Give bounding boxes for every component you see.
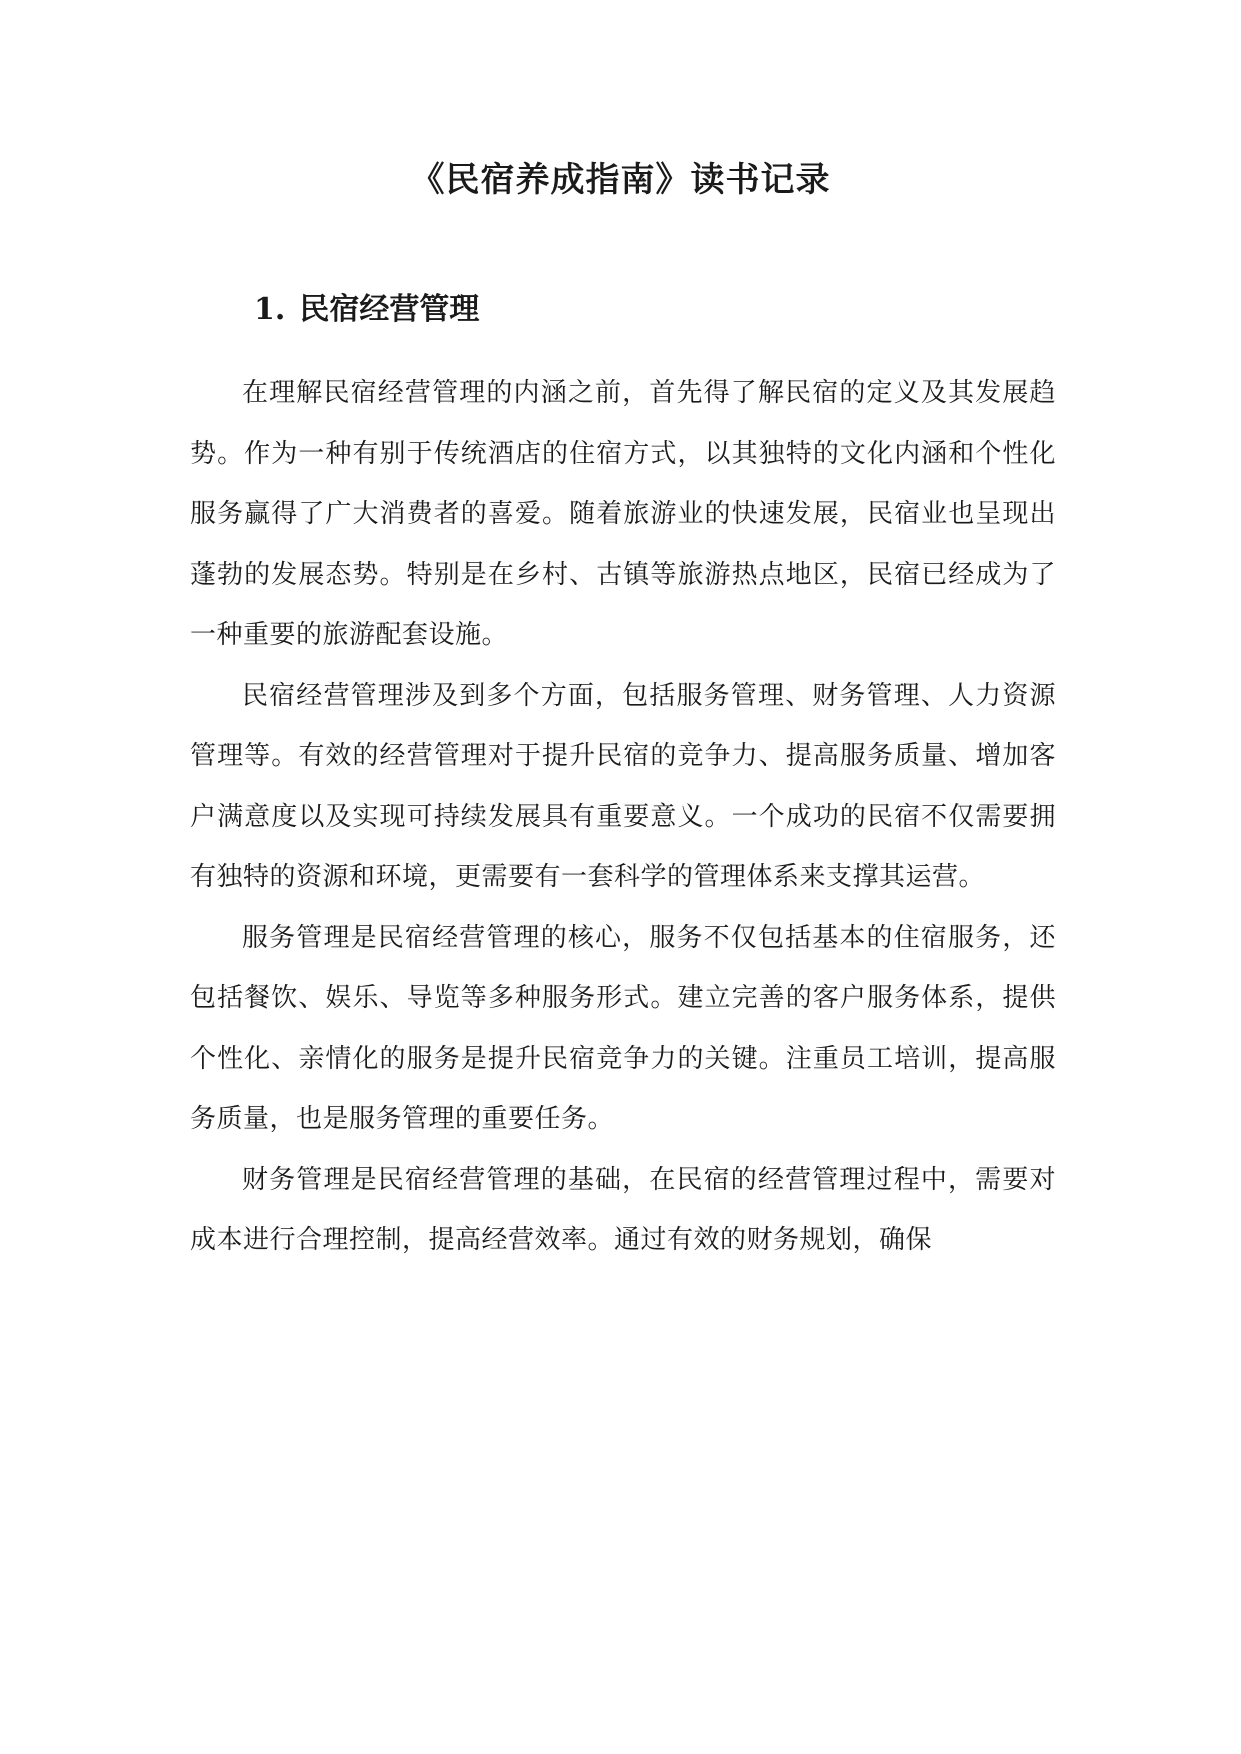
document-title: 《民宿养成指南》读书记录 [410, 160, 831, 200]
paragraph: 在理解民宿经营管理的内涵之前，首先得了解民宿的定义及其发展趋势。作为一种有别于传统酒店的住宿方式，以其独特的文化内涵和个性化服务赢得了广大消费者的喜爱。随着旅游业的快速发展，民宿业也呈现出蓬勃的发展态势。特别是在乡村、古镇等旅游热点地区，民宿已经成为了一种重要的旅游配套设施。 [190, 378, 1056, 650]
section-heading [254, 284, 479, 328]
paragraph: 财务管理是民宿经营管理的基础，在民宿的经营管理过程中，需要对成本进行合理控制，提高经营效率。通过有效的财务规划，确保 [190, 1164, 1056, 1255]
body-text [190, 363, 1056, 1271]
paragraph: 服务管理是民宿经营管理的核心，服务不仅包括基本的住宿服务，还包括餐饮、娱乐、导览等多种服务形式。建立完善的客户服务体系，提供个性化、亲情化的服务是提升民宿竞争力的关键。注重员工培训，提高服务质量，也是服务管理的重要任务。 [190, 922, 1056, 1134]
paragraph: 民宿经营管理涉及到多个方面，包括服务管理、财务管理、人力资源管理等。有效的经营管理对于提升民宿的竞争力、提高服务质量、增加客户满意度以及实现可持续发展具有重要意义。一个成功的民宿不仅需要拥有独特的资源和环境，更需要有一套科学的管理体系来支撑其运营。 [190, 680, 1056, 892]
section-heading-text: 民宿经营管理 [299, 292, 480, 327]
section-number: 1. [254, 292, 286, 327]
